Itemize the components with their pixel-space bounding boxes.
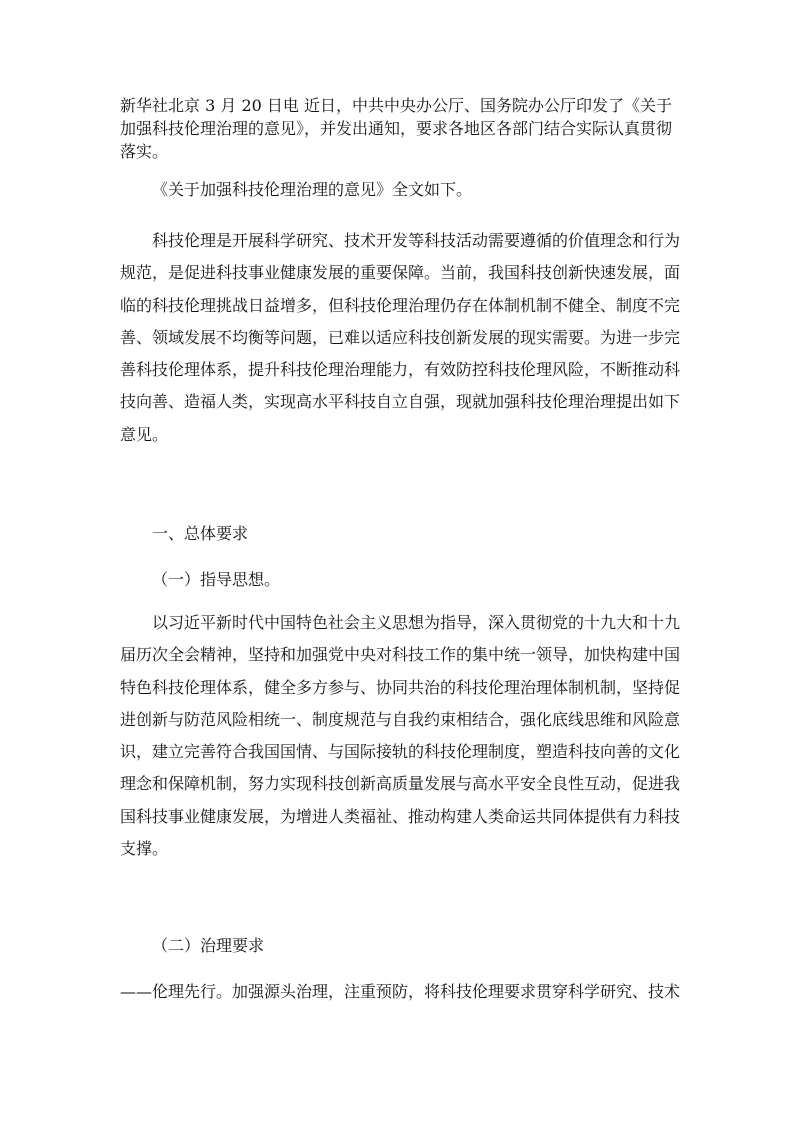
preamble-paragraph: 科技伦理是开展科学研究、技术开发等科技活动需要遵循的价值理念和行为规范，是促进科技事业健康发展的重要保障。当前，我国科技创新快速发展，面临的科技伦理挑战日益增多，但科技伦理治理仍存在体制机制不健全、制度不完善、领域发展不均衡等问题，已难以适应科技创新发展的现实需要。为进一步完善科技伦理体系，提升科技伦理治理能力，有效防控科技伦理风险，不断推动科技向善、造福人类，实现高水平科技自立自强，现就加强科技伦理治理提出如下意见。 bbox=[120, 231, 681, 444]
subsection-heading: （一）指导思想。 bbox=[152, 570, 281, 589]
subsection-heading: （二）治理要求 bbox=[152, 936, 265, 955]
section-heading: 一、总体要求 bbox=[152, 524, 249, 543]
intro-paragraph: 《关于加强科技伦理治理的意见》全文如下。 bbox=[152, 180, 473, 199]
news-lead-paragraph: 新华社北京 3 月 20 日电 近日，中共中央办公厅、国务院办公厅印发了《关于加强科技伦理治理的意见》，并发出通知，要求各地区各部门结合实际认真贯彻落实。 bbox=[120, 96, 673, 161]
guiding-thought-paragraph: 以习近平新时代中国特色社会主义思想为指导，深入贯彻党的十九大和十九届历次全会精神，坚持和加强党中央对科技工作的集中统一领导，加快构建中国特色科技伦理体系，健全多方参与、协同共治的科技伦理治理体制机制，坚持促进创新与防范风险相统一、制度规范与自我约束相结合，强化底线思维和风险意识，建立完善符合我国国情、与国际接轨的科技伦理制度，塑造科技向善的文化理念和保障机制，努力实现科技创新高质量发展与高水平安全良性互动，促进我国科技事业健康发展，为增进人类福祉、推动构建人类命运共同体提供有力科技支撑。 bbox=[120, 613, 681, 859]
body-paragraph: ——伦理先行。加强源头治理，注重预防，将科技伦理要求贯穿科学研究、技术 bbox=[120, 982, 681, 1001]
